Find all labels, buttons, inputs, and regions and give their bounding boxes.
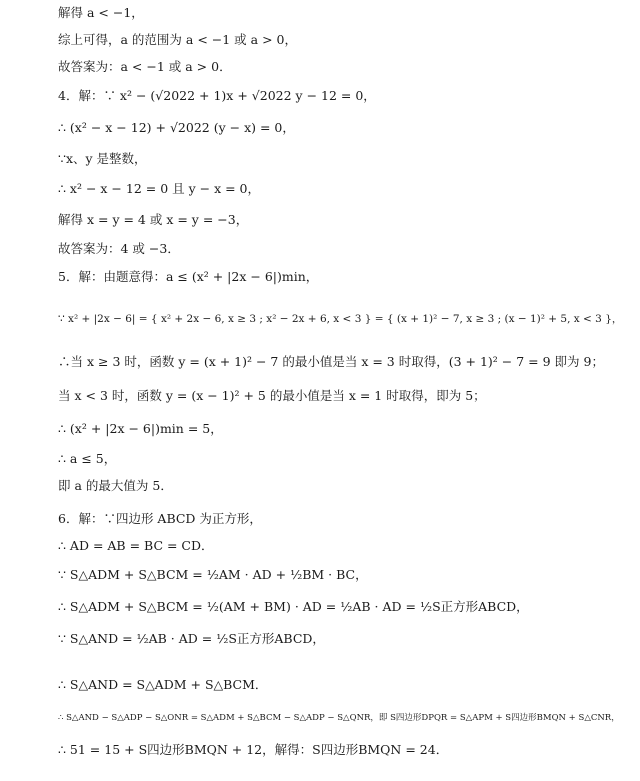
text-line: ∴ S△AND − S△ADP − S△ONR = S△ADM + S△BCM − S△ADP − S△QNR，即 S四边形DPQR = S△APM + S四边形BMQN + S△CNR， (58, 713, 620, 723)
text-line: ∴ x² − x − 12 = 0 且 y − x = 0， (58, 181, 261, 196)
text-line: 4．解：∵ x² − (√2022 + 1)x + √2022 y − 12 = 0， (58, 88, 376, 103)
text-line: ∵ x² + |2x − 6| = { x² + 2x − 6, x ≥ 3 ; x² − 2x + 6, x < 3 } = { (x + 1)² − 7, x ≥ 3 ; (x − 1)² + 5, x < 3 }， (58, 313, 623, 325)
text-line: 故答案为：4 或 −3． (58, 241, 180, 256)
text-line: 解得 x = y = 4 或 x = y = −3， (58, 212, 249, 227)
text-line: ∴ a ≤ 5， (58, 451, 117, 466)
text-line: ∴ (x² − x − 12) + √2022 (y − x) = 0， (58, 120, 295, 135)
text-line: 当 x < 3 时，函数 y = (x − 1)² + 5 的最小值是当 x = 1 时取得，即为 5； (58, 388, 486, 403)
text-line: ∵x、y 是整数， (58, 151, 147, 166)
text-line: ∵ S△AND = ½AB · AD = ½S正方形ABCD， (58, 631, 325, 646)
text-line: ∴当 x ≥ 3 时，函数 y = (x + 1)² − 7 的最小值是当 x = 3 时取得，(3 + 1)² − 7 = 9 即为 9； (58, 354, 604, 369)
text-line: ∴ S△AND = S△ADM + S△BCM． (58, 677, 268, 692)
text-line: ∴ AD = AB = BC = CD． (58, 538, 214, 553)
text-line: 即 a 的最大值为 5． (58, 478, 173, 493)
text-line: ∵ S△ADM + S△BCM = ½AM · AD + ½BM · BC， (58, 567, 368, 582)
text-line: 解得 a < −1， (58, 5, 144, 20)
text-line: 综上可得，a 的范围为 a < −1 或 a > 0， (58, 32, 297, 47)
text-line: 5．解：由题意得：a ≤ (x² + |2x − 6|)min， (58, 269, 319, 284)
text-line: 6．解：∵四边形 ABCD 为正方形， (58, 511, 262, 526)
text-line: ∴ 51 = 15 + S四边形BMQN + 12，解得：S四边形BMQN = 24． (58, 742, 449, 757)
text-line: 故答案为：a < −1 或 a > 0． (58, 59, 232, 74)
text-line: ∴ (x² + |2x − 6|)min = 5， (58, 421, 223, 436)
text-line: ∴ S△ADM + S△BCM = ½(AM + BM) · AD = ½AB · AD = ½S正方形ABCD， (58, 599, 529, 614)
